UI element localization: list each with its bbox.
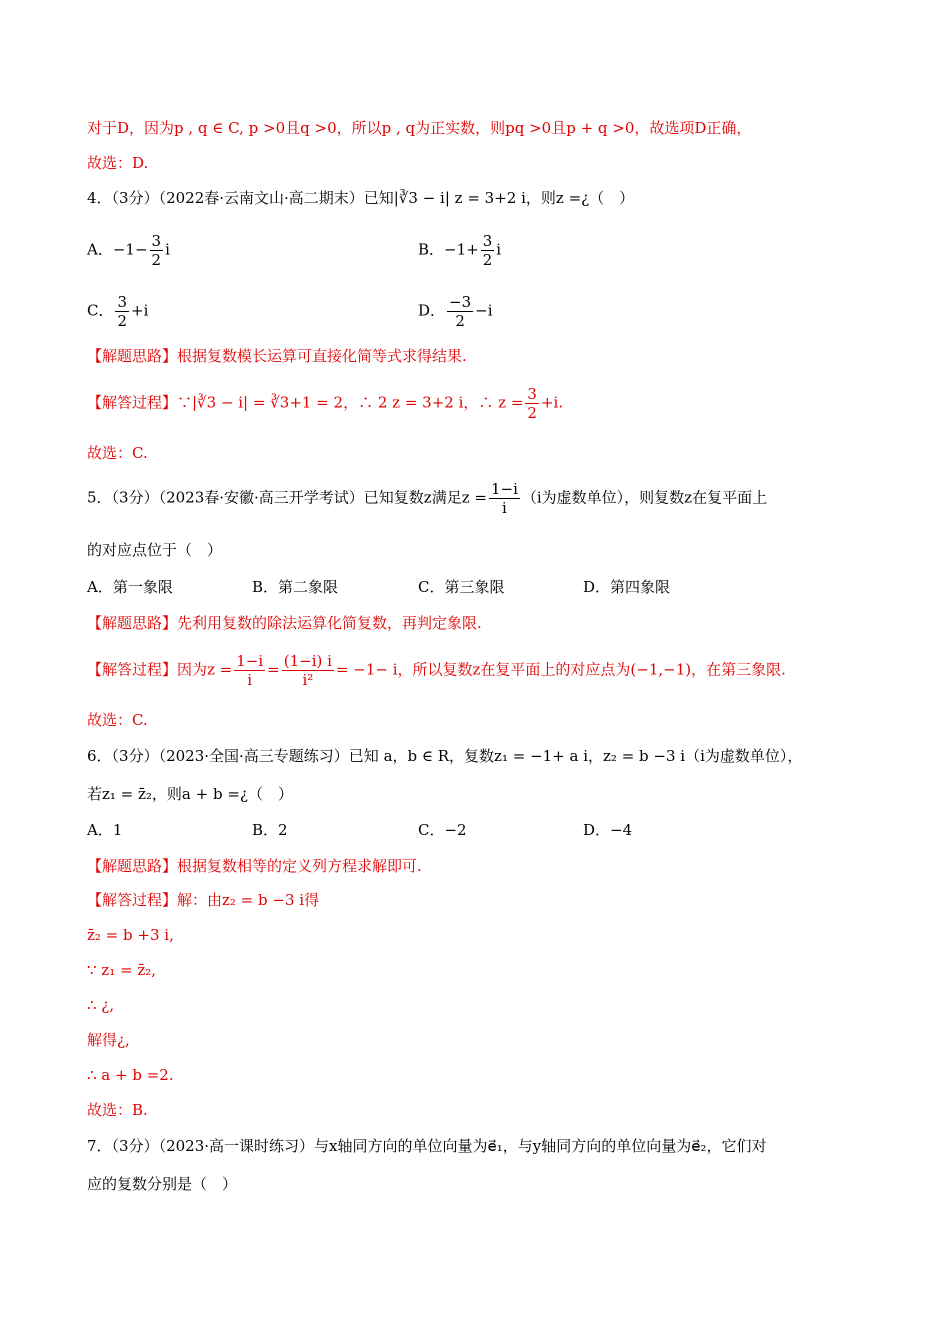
q5-solution-process <box>87 652 786 689</box>
q4-process-suffix: +i. <box>540 393 564 412</box>
q4-option-d-prefix: D． <box>418 301 446 320</box>
q4-solution-idea: 【解题思路】根据复数模长运算可直接化简等式求得结果. <box>87 347 467 365</box>
q4-option-d-fraction <box>447 293 473 330</box>
q4-option-b-numerator: 3 <box>482 232 493 250</box>
q4-option-d-suffix: −i <box>475 301 493 320</box>
q4-stem: 4．（3分）（2022春·云南文山·高二期末）已知|∛3 − i| z = 3+2 i，则z =¿（ ） <box>87 189 635 207</box>
q4-option-a-suffix: i <box>165 240 170 259</box>
q5-option-d: D．第四象限 <box>583 578 671 596</box>
q4-option-b-fraction <box>481 232 495 269</box>
q5-process-suffix: = −1− i，所以复数z在复平面上的对应点为(−1,−1)，在第三象限. <box>335 660 786 679</box>
q4-option-b-suffix: i <box>496 240 502 259</box>
q4-option-d <box>418 293 493 330</box>
q6-stem: 6．（3分）（2023·全国·高三专题练习）已知 a，b ∈ R，复数z₁ = −1+ a i，z₂ = b −3 i（i为虚数单位）， <box>87 747 803 765</box>
q4-option-b-prefix: B．−1+ <box>418 240 479 259</box>
q5-process-fraction-1 <box>234 652 265 689</box>
q5-stem <box>87 480 767 517</box>
q5-process-numerator-2: (1−i) i <box>283 652 332 670</box>
q4-option-b <box>418 232 501 269</box>
q6-step-1: z̄₂ = b +3 i, <box>87 926 174 944</box>
q5-process-fraction-2 <box>282 652 334 689</box>
q4-answer: 故选：C. <box>87 444 148 462</box>
q6-step-2: ∵ z₁ = z̄₂, <box>87 961 157 979</box>
q4-option-c <box>87 293 148 330</box>
q4-option-a <box>87 232 170 269</box>
q5-option-b: B．第二象限 <box>252 578 339 596</box>
q4-option-a-numerator: 3 <box>151 232 162 250</box>
q6-option-a: A．1 <box>87 821 123 839</box>
q5-stem-fraction <box>489 480 520 517</box>
q6-option-d: D．−4 <box>583 821 633 839</box>
q5-process-denominator-1: i <box>247 671 253 689</box>
q4-process-prefix: 【解答过程】∵|∛3 − i| = ∛3+1 = 2，∴ 2 z = 3+2 i，∴ z = <box>87 393 524 412</box>
q5-stem-denominator: i <box>502 499 507 517</box>
q5-answer: 故选：C. <box>87 711 148 729</box>
q6-step-3: ∴ ¿, <box>87 996 115 1014</box>
q4-option-a-prefix: A．−1− <box>87 240 148 259</box>
q6-solution-process: 【解答过程】解：由z₂ = b −3 i得 <box>87 891 320 909</box>
q7-stem-line2: 应的复数分别是（ ） <box>87 1175 238 1193</box>
q4-option-c-numerator: 3 <box>117 293 128 311</box>
q6-step-5: ∴ a + b =2. <box>87 1066 174 1084</box>
q5-stem-line2: 的对应点位于（ ） <box>87 541 223 559</box>
q6-stem-line2: 若z₁ = z̄₂，则a + b =¿（ ） <box>87 785 293 803</box>
q5-solution-idea: 【解题思路】先利用复数的除法运算化简复数，再判定象限. <box>87 614 482 632</box>
q4-option-c-denominator: 2 <box>117 312 128 330</box>
q4-solution-process <box>87 385 563 422</box>
q4-option-d-numerator: −3 <box>449 293 472 311</box>
q3-answer: 故选：D. <box>87 154 149 172</box>
q6-step-4: 解得¿, <box>87 1031 130 1049</box>
q6-option-b: B．2 <box>252 821 288 839</box>
q4-process-denominator: 2 <box>527 404 537 422</box>
q5-process-numerator-1: 1−i <box>236 652 264 670</box>
q5-process-prefix: 【解答过程】因为z = <box>87 660 233 679</box>
q4-option-c-suffix: +i <box>131 301 149 320</box>
q4-option-c-fraction <box>115 293 129 330</box>
q5-option-c: C．第三象限 <box>418 578 505 596</box>
q4-option-d-denominator: 2 <box>455 312 465 330</box>
q4-process-numerator: 3 <box>527 385 537 403</box>
q6-answer: 故选：B. <box>87 1101 148 1119</box>
q6-option-c: C．−2 <box>418 821 467 839</box>
q5-process-denominator-2: i² <box>302 671 314 689</box>
q5-option-a: A．第一象限 <box>87 578 173 596</box>
q6-solution-idea: 【解题思路】根据复数相等的定义列方程求解即可. <box>87 857 422 875</box>
q3-analysis-line: 对于D，因为p , q ∈ C, p >0且q >0，所以p , q为正实数，则pq >0且p + q >0，故选项D正确， <box>87 119 752 137</box>
q5-stem-suffix: （i为虚数单位），则复数z在复平面上 <box>521 488 768 507</box>
q4-option-c-prefix: C． <box>87 301 114 320</box>
q5-stem-prefix: 5．（3分）（2023春·安徽·高三开学考试）已知复数z满足z = <box>87 488 487 507</box>
q5-process-equals: = <box>267 660 280 679</box>
q7-stem: 7．（3分）（2023·高一课时练习）与x轴同方向的单位向量为e⃗₁，与y轴同方向的单位向量为e⃗₂，它们对 <box>87 1137 767 1155</box>
q4-option-a-denominator: 2 <box>151 251 162 269</box>
q4-option-b-denominator: 2 <box>482 251 493 269</box>
q4-process-fraction <box>525 385 539 422</box>
q4-option-a-fraction <box>150 232 164 269</box>
q5-stem-numerator: 1−i <box>490 480 518 498</box>
